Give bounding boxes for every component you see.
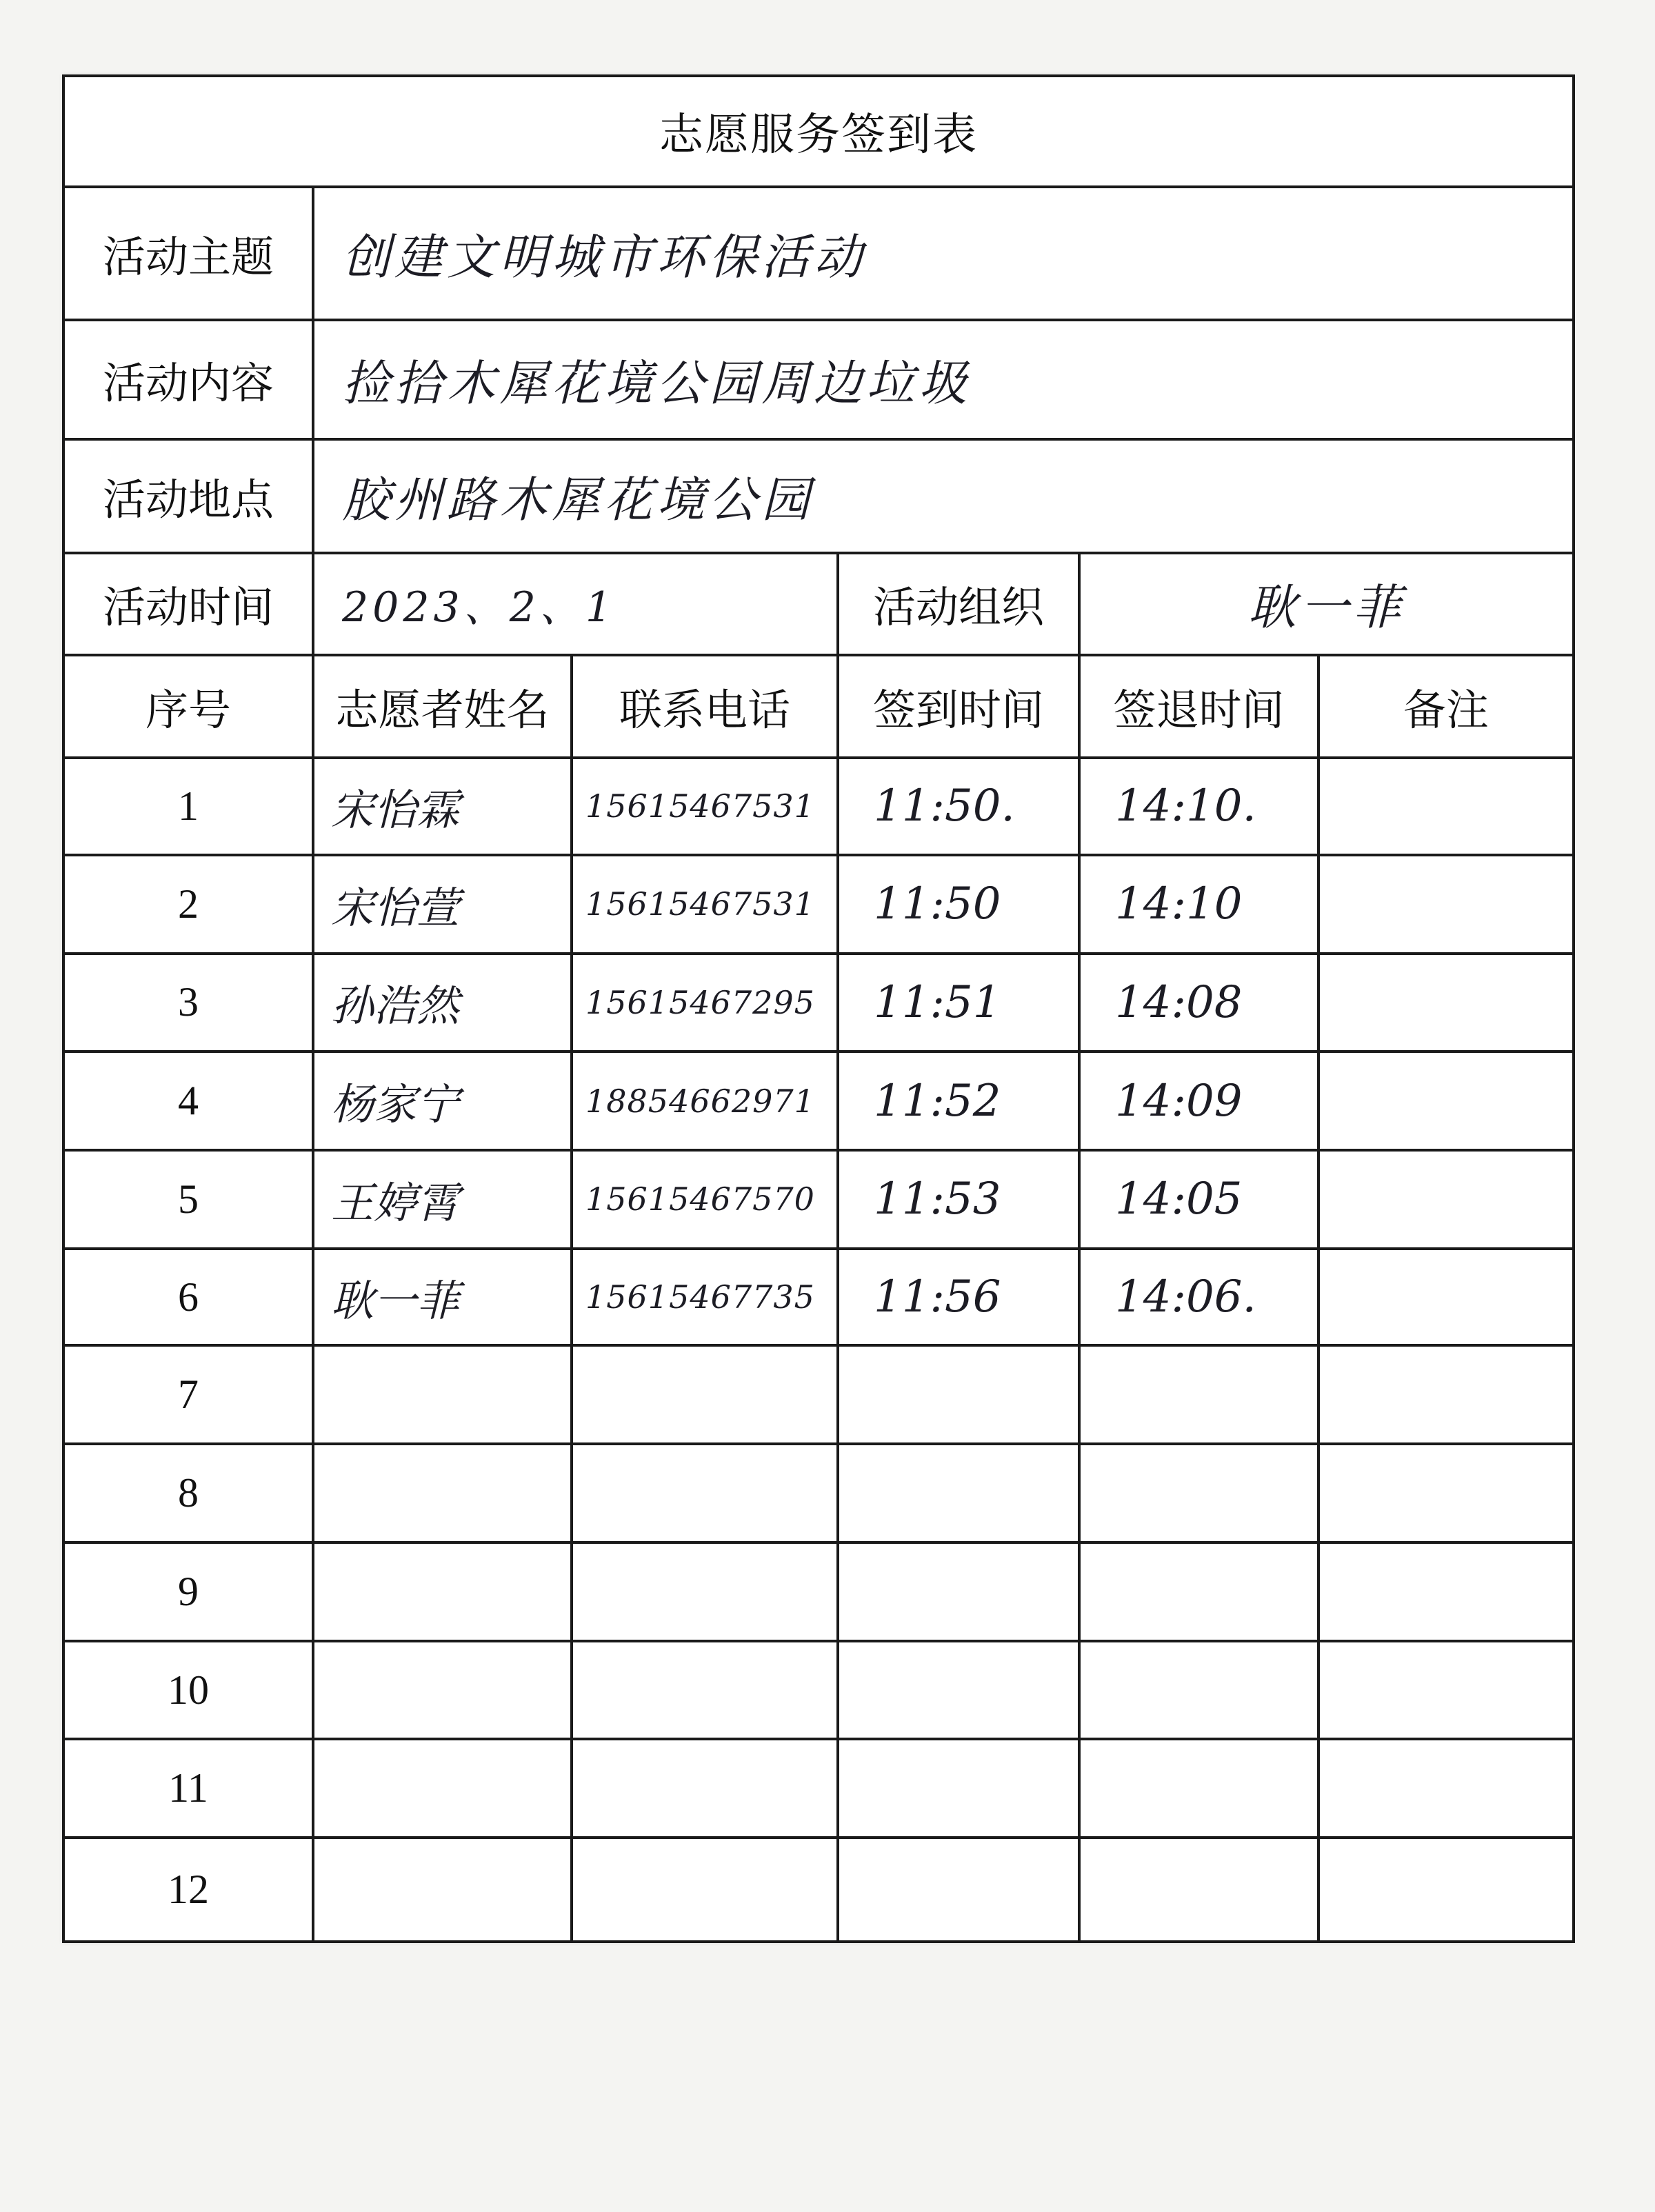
row-number: 4: [63, 1052, 313, 1150]
note-cell: [1318, 1249, 1574, 1346]
row-number: 1: [63, 758, 313, 855]
check-in-time: [838, 1641, 1079, 1740]
check-out-time: [1079, 1739, 1318, 1838]
contact-phone: [572, 1542, 838, 1641]
table-row: [63, 1542, 1574, 1641]
contact-phone: 15615467295: [572, 954, 838, 1052]
note-cell: [1318, 1052, 1574, 1150]
check-in-time: [838, 1838, 1079, 1942]
check-in-time: 11:51: [838, 954, 1079, 1052]
note-cell: [1318, 1542, 1574, 1641]
check-out-time: 14:08: [1079, 954, 1318, 1052]
contact-phone: [572, 1641, 838, 1740]
table-row: [63, 1739, 1574, 1838]
contact-phone: 15615467570: [572, 1150, 838, 1249]
organizer-value: 耿一菲: [1079, 553, 1574, 656]
note-cell: [1318, 1345, 1574, 1444]
note-cell: [1318, 1739, 1574, 1838]
place-label: 活动地点: [63, 439, 313, 553]
check-out-time: 14:06.: [1079, 1249, 1318, 1346]
note-cell: [1318, 758, 1574, 855]
contact-phone: 18854662971: [572, 1052, 838, 1150]
volunteer-name: [313, 1444, 572, 1542]
table-row: [63, 1641, 1574, 1740]
check-in-time: [838, 1739, 1079, 1838]
row-number: 11: [63, 1739, 313, 1838]
note-cell: [1318, 1444, 1574, 1542]
time-label: 活动时间: [63, 553, 313, 656]
check-out-time: 14:10.: [1079, 758, 1318, 855]
table-row: [63, 1150, 1574, 1249]
volunteer-name: 杨家宁: [313, 1052, 572, 1150]
volunteer-name: 孙浩然: [313, 954, 572, 1052]
volunteer-name: [313, 1641, 572, 1740]
header-note: 备注: [1318, 655, 1574, 758]
row-number: 3: [63, 954, 313, 1052]
check-out-time: [1079, 1838, 1318, 1942]
time-value: 2023、2、1: [313, 553, 838, 656]
place-value: 胶州路木犀花境公园: [313, 439, 1574, 553]
form-title: 志愿服务签到表: [63, 76, 1574, 187]
check-out-time: [1079, 1542, 1318, 1641]
check-in-time: [838, 1345, 1079, 1444]
row-number: 12: [63, 1838, 313, 1942]
note-cell: [1318, 1150, 1574, 1249]
row-number: 10: [63, 1641, 313, 1740]
note-cell: [1318, 855, 1574, 954]
volunteer-name: 宋怡萱: [313, 855, 572, 954]
table-row: [63, 954, 1574, 1052]
table-row: [63, 1345, 1574, 1444]
note-cell: [1318, 954, 1574, 1052]
note-cell: [1318, 1838, 1574, 1942]
check-in-time: 11:52: [838, 1052, 1079, 1150]
contact-phone: 15615467735: [572, 1249, 838, 1346]
check-in-time: [838, 1444, 1079, 1542]
check-out-time: 14:05: [1079, 1150, 1318, 1249]
volunteer-sign-in-table: [62, 74, 1575, 1943]
contact-phone: [572, 1345, 838, 1444]
row-number: 6: [63, 1249, 313, 1346]
header-no: 序号: [63, 655, 313, 758]
check-in-time: 11:50: [838, 855, 1079, 954]
check-out-time: [1079, 1444, 1318, 1542]
check-in-time: 11:53: [838, 1150, 1079, 1249]
check-out-time: [1079, 1641, 1318, 1740]
volunteer-name: [313, 1739, 572, 1838]
row-number: 5: [63, 1150, 313, 1249]
volunteer-name: 耿一菲: [313, 1249, 572, 1346]
table-header-row: [63, 655, 1574, 758]
contact-phone: 15615467531: [572, 758, 838, 855]
check-in-time: 11:56: [838, 1249, 1079, 1346]
table-row: [63, 1052, 1574, 1150]
check-out-time: [1079, 1345, 1318, 1444]
theme-value: 创建文明城市环保活动: [313, 187, 1574, 320]
content-label: 活动内容: [63, 320, 313, 439]
contact-phone: [572, 1739, 838, 1838]
check-in-time: [838, 1542, 1079, 1641]
row-number: 9: [63, 1542, 313, 1641]
header-name: 志愿者姓名: [313, 655, 572, 758]
organizer-label: 活动组织: [838, 553, 1079, 656]
volunteer-name: [313, 1345, 572, 1444]
table-row: [63, 855, 1574, 954]
table-row: [63, 1444, 1574, 1542]
theme-label: 活动主题: [63, 187, 313, 320]
check-out-time: 14:10: [1079, 855, 1318, 954]
header-checkout: 签退时间: [1079, 655, 1318, 758]
content-value: 捡拾木犀花境公园周边垃圾: [313, 320, 1574, 439]
row-number: 7: [63, 1345, 313, 1444]
contact-phone: 15615467531: [572, 855, 838, 954]
volunteer-name: [313, 1542, 572, 1641]
volunteer-name: [313, 1838, 572, 1942]
header-phone: 联系电话: [572, 655, 838, 758]
contact-phone: [572, 1444, 838, 1542]
check-out-time: 14:09: [1079, 1052, 1318, 1150]
row-number: 8: [63, 1444, 313, 1542]
row-number: 2: [63, 855, 313, 954]
table-row: [63, 1838, 1574, 1942]
table-row: [63, 1249, 1574, 1346]
contact-phone: [572, 1838, 838, 1942]
header-checkin: 签到时间: [838, 655, 1079, 758]
volunteer-name: 王婷霄: [313, 1150, 572, 1249]
note-cell: [1318, 1641, 1574, 1740]
volunteer-name: 宋怡霖: [313, 758, 572, 855]
check-in-time: 11:50.: [838, 758, 1079, 855]
table-row: [63, 758, 1574, 855]
sign-in-sheet: [62, 74, 1572, 1943]
